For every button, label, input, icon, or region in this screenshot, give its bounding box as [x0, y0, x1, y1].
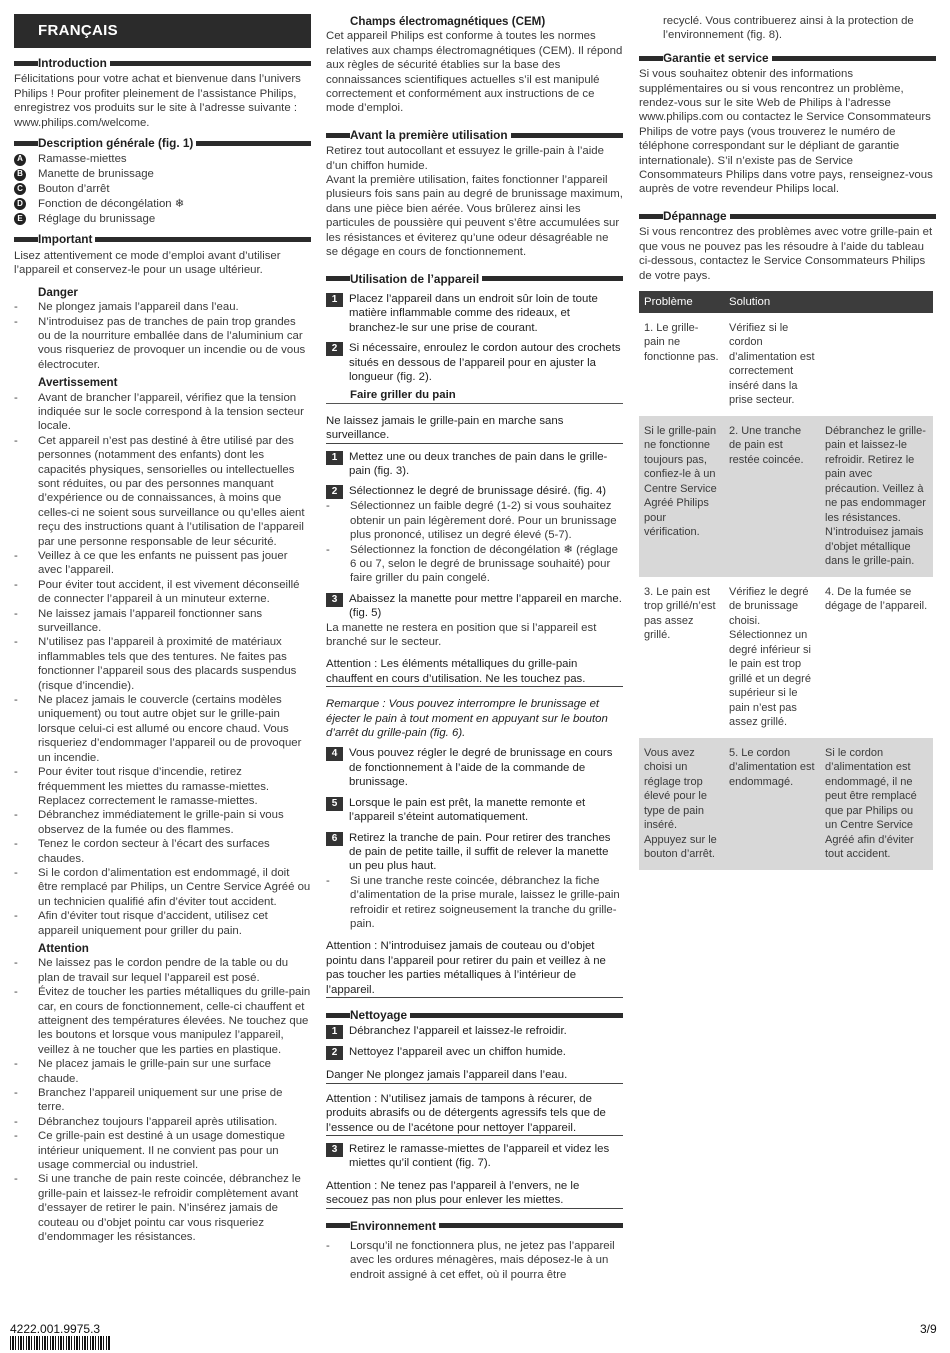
list-item: - Débranchez immédiatement le grille-pain si vous observez de la fumée ou des flammes. [14, 808, 311, 837]
table-cell: 2. Une tranche de pain est restée coincée. [724, 416, 820, 577]
section-heading-environnement: Environnement [326, 1219, 623, 1233]
step-item: 2 Si nécessaire, enroulez le cordon autour des crochets situés en dessous de l’appareil pour en ajuster la longueur (fig. 2). [326, 341, 623, 384]
list-item: - Afin d’éviter tout risque d’accident, utilisez cet appareil uniquement pour griller du pain. [14, 909, 311, 938]
description-item: D Fonction de décongélation ❄ [14, 197, 311, 211]
avant-text-2: Avant la première utilisation, faites fonctionner l’appareil plusieurs fois sans pain au degré de brunissage maximum, dans une pièce bien aérée. Vous brûlerez ainsi les particules de poussière qui peuvent s’être accumulées sur les résistances et éviterez qu’une odeur désagréable ne se dégage en cours de fonctionnement. [326, 174, 623, 259]
garantie-text: Si vous souhaitez obtenir des informations supplémentaires ou si vous rencontrez un problème, rendez-vous sur le site Web de Philips à l’adresse www.philips.com ou contactez le Service Consommateurs Philips de votre pays (vous trouverez le numéro de téléphone correspondant sur le dépliant de garantie internationale). S’il n’existe pas de Service Consommateurs Philips dans votre pays, renseignez-vous auprès de votre revendeur Philips local. [639, 68, 933, 196]
attention-list [14, 956, 311, 1244]
section-heading-depannage: Dépannage [639, 209, 936, 223]
step-note: La manette ne restera en position que si l’appareil est branché sur le secteur. [326, 621, 597, 649]
attention-note: Attention : Ne tenez pas l’appareil à l’envers, ne le secouez pas non plus pour enlever les miettes. [326, 1179, 623, 1209]
danger-note: Danger Ne plongez jamais l’appareil dans l’eau. [326, 1068, 623, 1083]
list-item: - Ce grille-pain est destiné à un usage domestique intérieur uniquement. Il ne convient pas pour un usage commercial ou industriel. [14, 1129, 311, 1172]
column-1 [14, 14, 311, 1245]
list-item: - Sélectionnez un faible degré (1-2) si vous souhaitez obtenir un pain légèrement doré. Pour un brunissage plus prononcé, utilisez un degré élevé (5-7). [326, 499, 623, 542]
list-item: - Tenez le cordon secteur à l’écart des surfaces chaudes. [14, 837, 311, 866]
column-3 [639, 14, 936, 870]
description-item: B Manette de brunissage [14, 167, 311, 181]
description-item: E Réglage du brunissage [14, 212, 311, 226]
troubleshooting-table [639, 291, 933, 870]
list-item: - Ne laissez jamais l’appareil fonctionner sans surveillance. [14, 607, 311, 636]
table-cell: 3. Le pain est trop grillé/n’est pas assez grillé. [644, 585, 716, 642]
table-cell: Vérifiez le degré de brunissage choisi. Sélectionnez un degré inférieur si le pain est trop grillé et un degré supérieur si le pain n’est pas assez grillé. [729, 585, 811, 729]
step-item: 2 Nettoyez l’appareil avec un chiffon humide. [326, 1045, 623, 1060]
list-item: - Avant de brancher l’appareil, vérifiez que la tension indiquée sur le socle correspond à la tension secteur locale. [14, 391, 311, 434]
attention-note: Attention : N’introduisez jamais de couteau ou d’objet pointu dans l’appareil pour retirer du pain et veillez à ne pas toucher les parties métalliques à l’intérieur de l’appareil. [326, 939, 623, 998]
environment-list [326, 1239, 623, 1282]
danger-list [14, 300, 311, 372]
list-item: - Débranchez toujours l’appareil après utilisation. [14, 1115, 311, 1129]
step-item: 5 Lorsque le pain est prêt, la manette remonte et l’appareil s’éteint automatiquement. [326, 796, 623, 825]
important-text: Lisez attentivement ce mode d’emploi avant d’utiliser l’appareil et conservez-le pour un usage ultérieur. [14, 249, 281, 277]
section-heading-utilisation: Utilisation de l’appareil [326, 272, 623, 286]
avant-text-1: Retirez tout autocollant et essuyez le grille-pain à l’aide d’un chiffon humide. [326, 145, 604, 172]
barcode [10, 1336, 110, 1350]
description-item: C Bouton d’arrêt [14, 182, 311, 196]
language-header: FRANÇAIS [14, 14, 311, 48]
list-item: - Sélectionnez la fonction de décongélation ❄ (réglage 6 ou 7, selon le degré de brunissage souhaité) pour faire griller du pain congelé. [326, 543, 623, 586]
table-row [639, 738, 933, 870]
remark-note: Remarque : Vous pouvez interrompre le brunissage et éjecter le pain à tout moment en appuyant sur le bouton d’arrêt du grille-pain (fig. 6). [326, 698, 608, 740]
table-cell: Si le grille-pain ne fonctionne toujours pas, confiez-le à un Centre Service Agréé Philips pour vérification. [639, 416, 724, 577]
section-heading-garantie: Garantie et service [639, 51, 936, 65]
step-item: 3 Retirez le ramasse-miettes de l’appareil et videz les miettes qu’il contient (fig. 7). [326, 1142, 623, 1171]
list-item: - Ne plongez jamais l’appareil dans l’eau. [14, 300, 311, 314]
warning-list [14, 391, 311, 938]
list-item: - Si une tranche reste coincée, débranchez la fiche d’alimentation de la prise murale, laissez le grille-pain refroidir et retirez soigneusement la tranche du grille-pain. [326, 874, 623, 932]
list-item: - Ne laissez pas le cordon pendre de la table ou du plan de travail sur lequel l’appareil est posé. [14, 956, 311, 985]
list-item: - Lorsqu’il ne fonctionnera plus, ne jetez pas l’appareil avec les ordures ménagères, mais déposez-le à un endroit assigné à cet effet, où il pourra être [326, 1239, 623, 1282]
step-item: 2 Sélectionnez le degré de brunissage désiré. (fig. 4) [326, 484, 623, 499]
list-item: - N’introduisez pas de tranches de pain trop grandes ou de la nourriture emballée dans de l’aluminium car vous risqueriez de provoquer un incendie ou de vous électrocuter. [14, 315, 311, 373]
list-item: - Branchez l’appareil uniquement sur une prise de terre. [14, 1086, 311, 1115]
list-item: - Ne placez jamais le grille-pain sur une surface chaude. [14, 1057, 311, 1086]
section-heading-description: Description générale (fig. 1) [14, 136, 311, 150]
description-list [14, 152, 311, 226]
list-item: - Ne placez jamais le couvercle (certains modèles uniquement) ou tout autre objet sur le grille-pain lorsque celui-ci est allumé ou encore chaud. Vous risqueriez d’endommager l’appareil ou de provoquer un incendie. [14, 693, 311, 765]
table-header-problem: Problème [639, 291, 724, 313]
description-item: A Ramasse-miettes [14, 152, 311, 166]
table-cell: Vérifiez si le cordon d’alimentation est correctement inséré dans la prise secteur. [729, 321, 815, 407]
list-item: - Si le cordon d’alimentation est endommagé, il doit être remplacé par Philips, un Centre Service Agréé ou un technicien qualifié afin d’éviter tout accident. [14, 866, 311, 909]
step-sublist [326, 874, 623, 932]
table-cell: Vous avez choisi un réglage trop élevé pour le type de pain inséré. Appuyez sur le bouton d’arrêt. [639, 738, 724, 870]
warning-note: Ne laissez jamais le grille-pain en marche sans surveillance. [326, 414, 623, 444]
step-sublist [326, 499, 623, 585]
table-row [639, 313, 933, 416]
step-item: 1 Mettez une ou deux tranches de pain dans le grille-pain (fig. 3). [326, 450, 623, 479]
list-item: - Pour éviter tout risque d’incendie, retirez fréquemment les miettes du ramasse-miettes. Replacez correctement le ramasse-miettes. [14, 765, 311, 808]
list-item: - Si une tranche de pain reste coincée, débranchez le grille-pain et laissez-le refroidir complètement avant d’essayer de retirer le pain. N’insérez jamais de couteau ou d’objet pointu car vous risqueriez d’endommager les résistances. [14, 1172, 311, 1244]
document-code: 4222.001.9975.3 [10, 1322, 101, 1336]
list-item: - Cet appareil n’est pas destiné à être utilisé par des personnes (notamment des enfants) dont les capacités physiques, sensorielles ou intellectuelles sont réduites, ou par des personnes manquant d’expérience ou de connaissances, à moins que celles-ci ne soient sous surveillance ou qu’elles aient reçu des instructions quant à l’utilisation de l’appareil par une personne responsable de leur sécurité. [14, 434, 311, 549]
table-cell [820, 313, 933, 416]
step-item: 6 Retirez la tranche de pain. Pour retirer des tranches de pain de petite taille, il suffit de relever la manette un peu plus haut. [326, 831, 623, 874]
list-item: - Évitez de toucher les parties métalliques du grille-pain car, en cours de fonctionnement, celle-ci chauffent et atteignent des températures élevées. Ne touchez que les boutons et lorsque vous manipulez l’appareil, veillez à ne toucher que les parties en plastique. [14, 985, 311, 1057]
step-item: 1 Placez l’appareil dans un endroit sûr loin de toute matière inflammable comme des rideaux, et branchez-le sur une prise de courant. [326, 292, 623, 335]
list-item: - Veillez à ce que les enfants ne puissent pas jouer avec l’appareil. [14, 549, 311, 578]
environment-continued: recyclé. Vous contribuerez ainsi à la protection de l’environnement (fig. 8). [663, 15, 914, 42]
section-heading-nettoyage: Nettoyage [326, 1008, 623, 1022]
griller-heading: Faire griller du pain [326, 388, 623, 403]
table-cell: 5. Le cordon d’alimentation est endommagé. [724, 738, 820, 870]
attention-note: Attention : N’utilisez jamais de tampons à récurer, de produits abrasifs ou de détergents agressifs tels que de l’essence ou de l’acétone pour nettoyer l’appareil. [326, 1092, 623, 1136]
table-header-empty [820, 291, 933, 313]
cem-text: Cet appareil Philips est conforme à toutes les normes relatives aux champs électromagnétiques (CEM). Il répond aux règles de sécurité établies sur la base des connaissances scientifiques actuelles s’il est manipulé correctement et conformément aux instructions de ce mode d’emploi. [326, 30, 623, 115]
column-2 [326, 14, 623, 1282]
attention-title: Attention [38, 941, 89, 955]
danger-title: Danger [38, 285, 78, 299]
step-item: 3 Abaissez la manette pour mettre l’appareil en marche. (fig. 5) [326, 592, 623, 621]
page-number: 3/9 [920, 1322, 937, 1336]
section-heading-avant: Avant la première utilisation [326, 128, 623, 142]
attention-note: Attention : Les éléments métalliques du grille-pain chauffent en cours d’utilisation. Ne les touchez pas. [326, 657, 623, 687]
table-cell: 1. Le grille-pain ne fonctionne pas. [644, 321, 719, 363]
list-item: - Pour éviter tout accident, il est vivement déconseillé de connecter l’appareil à un minuteur externe. [14, 578, 311, 607]
warning-title: Avertissement [38, 376, 118, 390]
cem-heading: Champs électromagnétiques (CEM) [350, 15, 546, 28]
step-item: 1 Débranchez l’appareil et laissez-le refroidir. [326, 1024, 623, 1039]
table-header-solution: Solution [724, 291, 820, 313]
depannage-text: Si vous rencontrez des problèmes avec votre grille-pain et que vous ne pouvez pas les résoudre à l’aide du tableau ci-dessous, contactez le Service Consommateurs Philips de votre pays. [639, 226, 933, 282]
table-header-row [639, 291, 933, 313]
section-heading-introduction: Introduction [14, 56, 311, 70]
table-cell: Si le cordon d’alimentation est endommagé, il ne peut être remplacé que par Philips ou un Centre Service Agréé afin d’éviter tout accident. [820, 738, 933, 870]
table-row [639, 577, 933, 738]
intro-text: Félicitations pour votre achat et bienvenue dans l’univers Philips ! Pour profiter pleinement de l’assistance Philips, enregistrez vos produits sur le site à l’adresse suivante : www.philips.com/welcome. [14, 73, 301, 129]
list-item: - N’utilisez pas l’appareil à proximité de matériaux inflammables tels que des tentures. Ne faites pas fonctionner l’appareil sous des placards suspendus (risque d’incendie). [14, 635, 311, 693]
table-cell: 4. De la fumée se dégage de l’appareil. [825, 585, 928, 613]
table-cell: Débranchez le grille-pain et laissez-le refroidir. Retirez le pain avec précaution. Veillez à ne pas endommager les résistances. N’introduisez jamais d’objet métallique dans le grille-pain. [820, 416, 933, 577]
table-row [639, 416, 933, 577]
section-heading-important: Important [14, 232, 311, 246]
step-item: 4 Vous pouvez régler le degré de brunissage en cours de fonctionnement à l’aide de la commande de brunissage. [326, 746, 623, 789]
